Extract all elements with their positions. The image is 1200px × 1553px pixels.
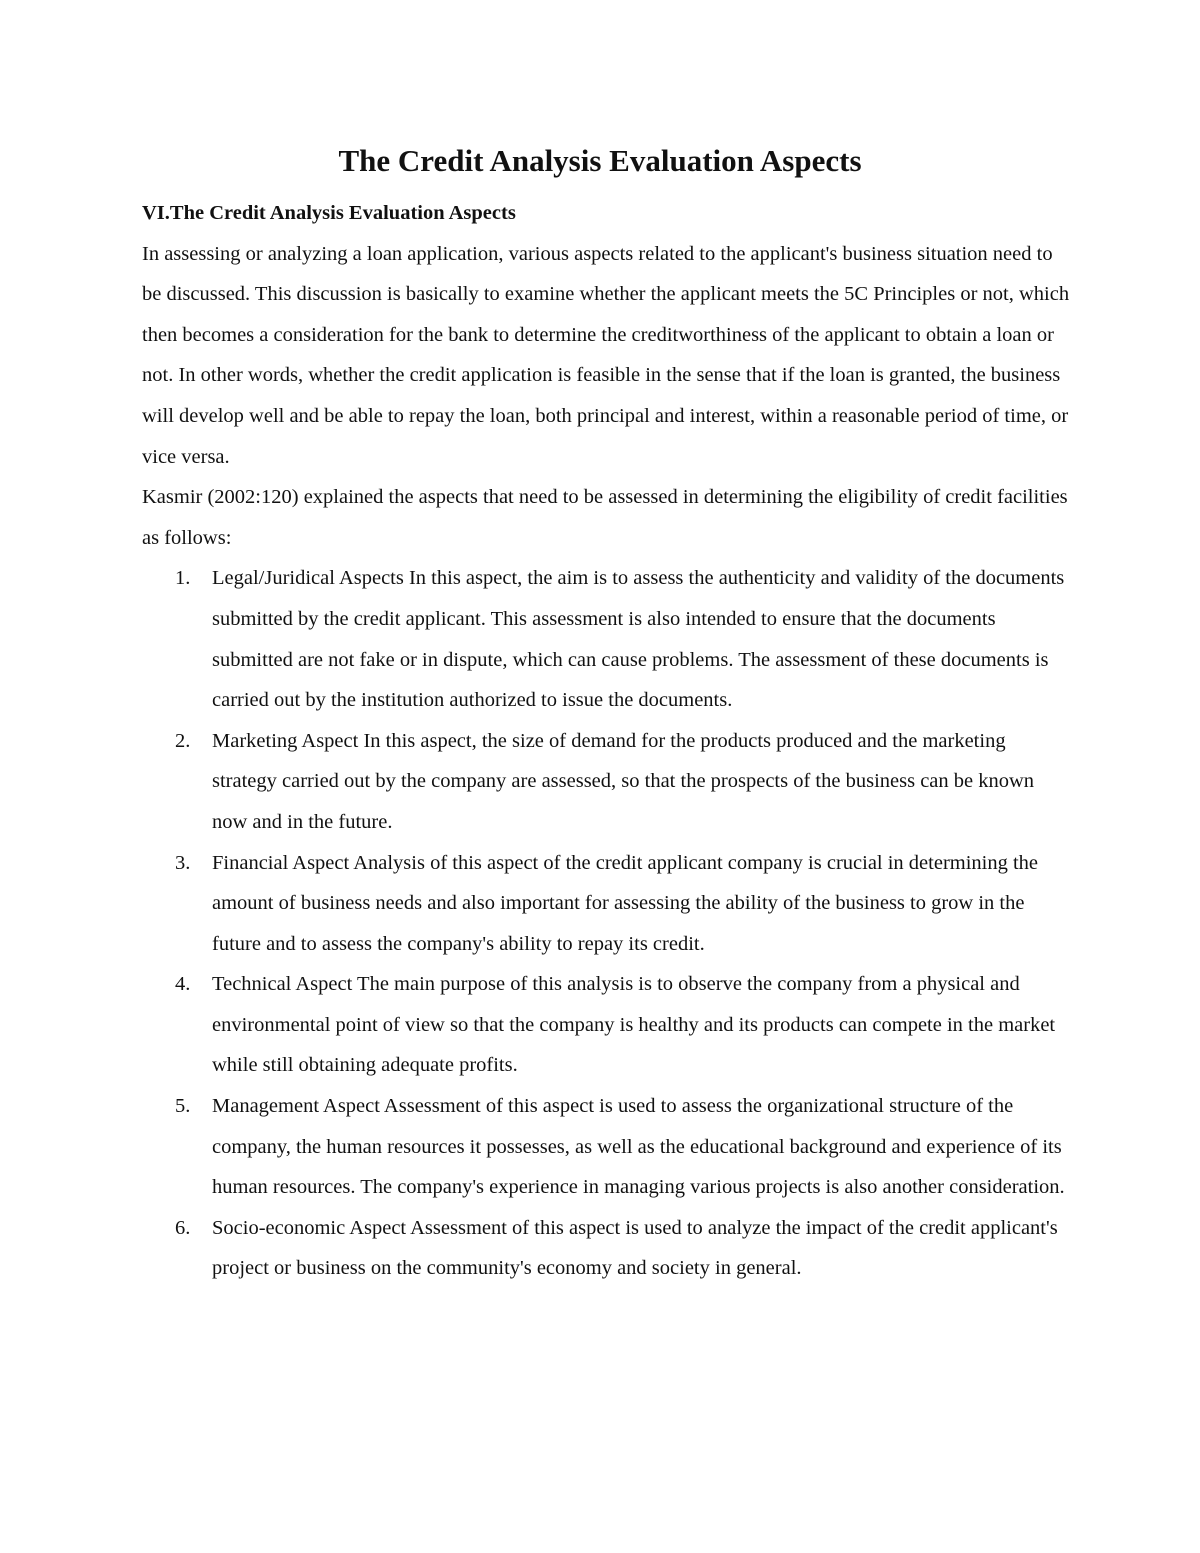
list-item-financial	[142, 843, 1072, 965]
kasmir-paragraph: Kasmir (2002:120) explained the aspects that need to be assessed in determining the eligibility of credit facilities as follows:	[142, 486, 1068, 549]
list-number: 1.	[175, 567, 191, 590]
list-item-legal	[142, 558, 1072, 720]
list-item-text: Technical Aspect The main purpose of this analysis is to observe the company from a physical and environmental point of view so that the company is healthy and its products can compete in the market while still obtaining adequate profits.	[212, 973, 1056, 1077]
list-item-socio-economic	[142, 1208, 1072, 1289]
section-heading: VI.The Credit Analysis Evaluation Aspects	[142, 202, 516, 224]
document-body	[142, 193, 1072, 1289]
list-number: 6.	[175, 1216, 191, 1239]
list-number: 4.	[175, 973, 191, 996]
list-item-text: Socio-economic Aspect Assessment of this aspect is used to analyze the impact of the credit applicant's project or business on the community's economy and society in general.	[212, 1216, 1058, 1280]
intro-paragraph: In assessing or analyzing a loan application, various aspects related to the applicant's business situation need to be discussed. This discussion is basically to examine whether the applicant meets the 5C Principles or not, which then becomes a consideration for the bank to determine the creditworthiness of the applicant to obtain a loan or not. In other words, whether the credit application is feasible in the sense that if the loan is granted, the business will develop well and be able to repay the loan, both principal and interest, within a reasonable period of time, or vice versa.	[142, 242, 1070, 468]
list-number: 2.	[175, 729, 191, 752]
list-number: 5.	[175, 1095, 191, 1118]
list-item-text: Legal/Juridical Aspects In this aspect, the aim is to assess the authenticity and validity of the documents submitted by the credit applicant. This assessment is also intended to ensure that the documents submitted are not fake or in dispute, which can cause problems. The assessment of these documents is carried out by the institution authorized to issue the documents.	[212, 567, 1065, 712]
aspects-list	[142, 558, 1072, 1289]
list-item-marketing	[142, 721, 1072, 843]
list-number: 3.	[175, 851, 191, 874]
list-item-management	[142, 1086, 1072, 1208]
list-item-text: Marketing Aspect In this aspect, the size of demand for the products produced and the marketing strategy carried out by the company are assessed, so that the prospects of the business can be known now and in the future.	[212, 729, 1035, 833]
list-item-text: Financial Aspect Analysis of this aspect of the credit applicant company is crucial in determining the amount of business needs and also important for assessing the ability of the business to grow in the future and to assess the company's ability to repay its credit.	[212, 851, 1039, 955]
document-title: The Credit Analysis Evaluation Aspects	[338, 143, 862, 178]
list-item-technical	[142, 964, 1072, 1086]
list-item-text: Management Aspect Assessment of this aspect is used to assess the organizational structure of the company, the human resources it possesses, as well as the educational background and experience of its human resources. The company's experience in managing various projects is also another consideration.	[212, 1095, 1065, 1199]
